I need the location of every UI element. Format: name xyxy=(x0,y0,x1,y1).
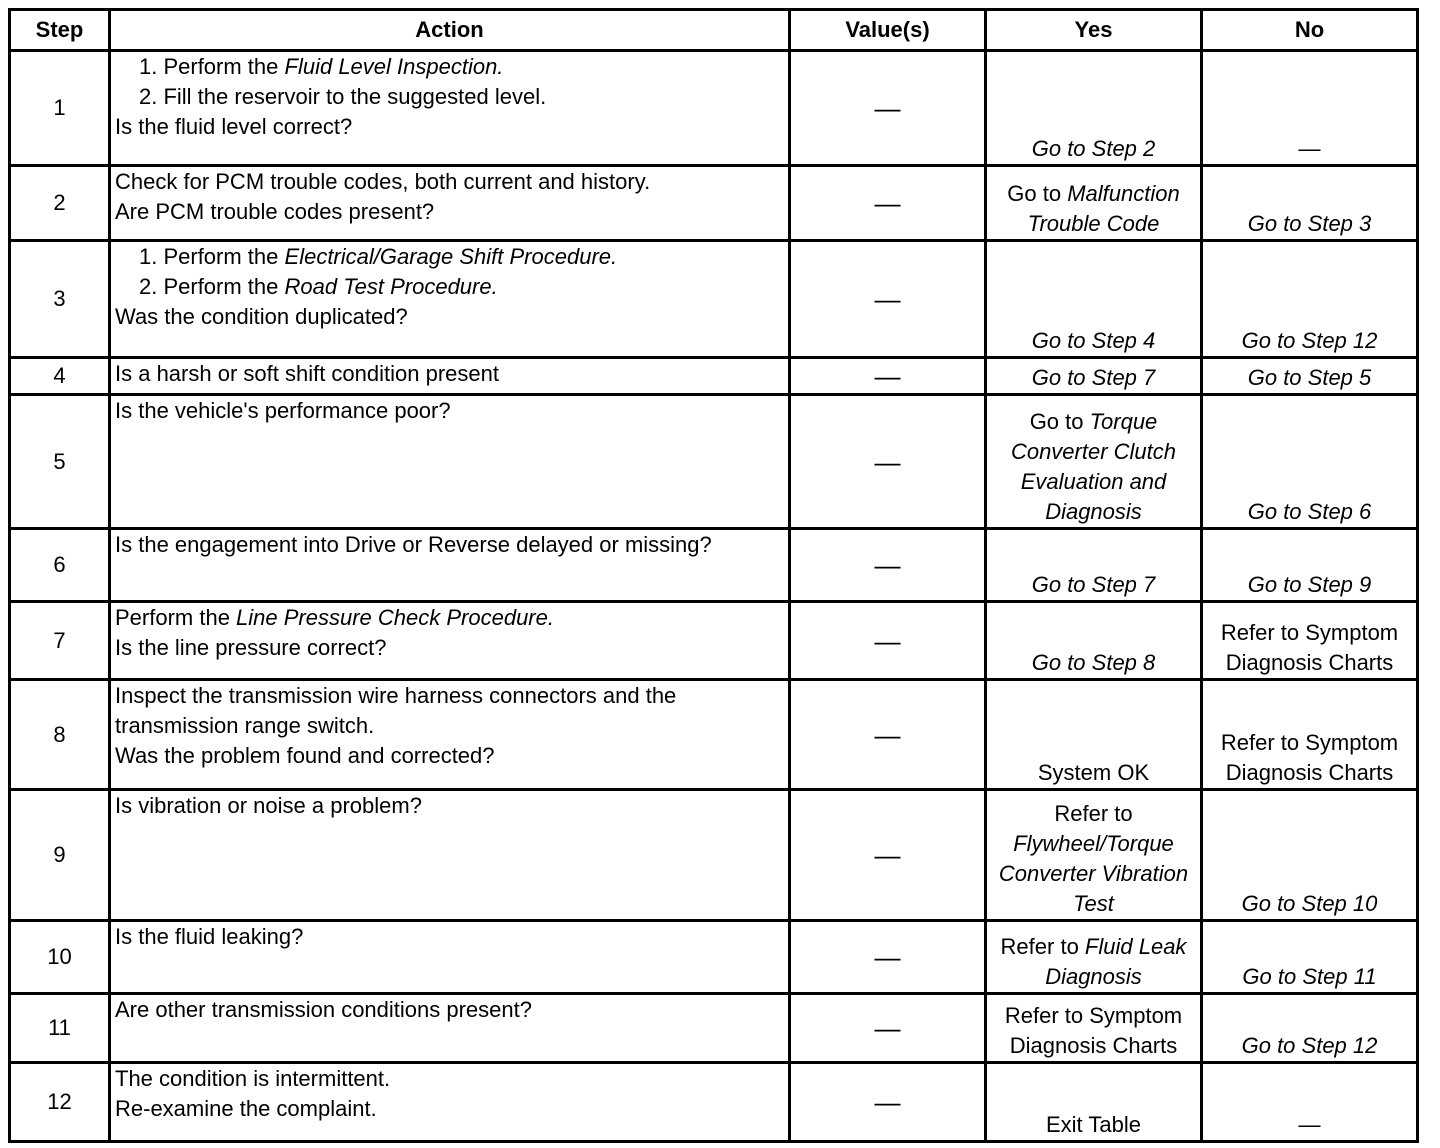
text-fragment: 2. Fill the reservoir to the suggested level. xyxy=(139,84,547,109)
action-cell xyxy=(110,1063,790,1142)
procedure-reference: Go to Step 2 xyxy=(1031,136,1156,161)
step-number: 9 xyxy=(10,790,110,921)
diagnostic-table xyxy=(8,8,1419,1143)
action-line xyxy=(115,741,784,771)
text-fragment: Go to xyxy=(1029,409,1090,434)
value-cell: — xyxy=(790,358,986,395)
value-cell: — xyxy=(790,166,986,241)
no-result xyxy=(1207,1110,1412,1140)
yes-result xyxy=(991,799,1196,919)
yes-cell xyxy=(986,1063,1202,1142)
no-cell xyxy=(1202,921,1418,994)
value-cell: — xyxy=(790,1063,986,1142)
procedure-reference: Road Test Procedure. xyxy=(284,274,498,299)
action-line xyxy=(115,681,784,741)
no-result xyxy=(1207,326,1412,356)
table-row xyxy=(10,395,1418,529)
no-cell xyxy=(1202,51,1418,166)
procedure-reference: Torque Converter Clutch Evaluation and Diagnosis xyxy=(1010,409,1177,524)
table-row xyxy=(10,994,1418,1063)
action-cell xyxy=(110,602,790,680)
value-cell: — xyxy=(790,602,986,680)
text-fragment: Is vibration or noise a problem? xyxy=(115,793,422,818)
text-fragment: Refer to Symptom Diagnosis Charts xyxy=(1220,730,1399,785)
step-number: 1 xyxy=(10,51,110,166)
procedure-reference: Go to Step 8 xyxy=(1031,650,1156,675)
procedure-reference: Go to Step 7 xyxy=(1031,365,1156,390)
text-fragment: Re-examine the complaint. xyxy=(115,1096,377,1121)
header-action: Action xyxy=(110,10,790,51)
procedure-reference: Go to Step 10 xyxy=(1241,891,1378,916)
action-cell xyxy=(110,166,790,241)
text-fragment: Refer to Symptom Diagnosis Charts xyxy=(1220,620,1399,675)
action-line xyxy=(115,242,784,272)
text-fragment: 1. Perform the xyxy=(139,54,285,79)
yes-cell xyxy=(986,395,1202,529)
procedure-reference: Go to Step 12 xyxy=(1241,328,1378,353)
header-no: No xyxy=(1202,10,1418,51)
step-number: 8 xyxy=(10,680,110,790)
text-fragment: Is the fluid level correct? xyxy=(115,114,353,139)
value-cell: — xyxy=(790,790,986,921)
text-fragment: Exit Table xyxy=(1046,1112,1141,1137)
no-cell xyxy=(1202,994,1418,1063)
value-cell: — xyxy=(790,241,986,358)
yes-cell xyxy=(986,921,1202,994)
action-line xyxy=(115,167,784,197)
action-line xyxy=(115,52,784,82)
yes-result xyxy=(991,1110,1196,1140)
yes-result xyxy=(991,326,1196,356)
value-cell: — xyxy=(790,994,986,1063)
action-line xyxy=(115,197,784,227)
no-result xyxy=(1207,889,1412,919)
procedure-reference: Go to Step 6 xyxy=(1247,499,1372,524)
no-result xyxy=(1207,618,1412,678)
text-fragment: Is the engagement into Drive or Reverse delayed or missing? xyxy=(115,532,712,557)
step-number: 5 xyxy=(10,395,110,529)
step-number: 11 xyxy=(10,994,110,1063)
yes-result xyxy=(991,179,1196,239)
table-row xyxy=(10,921,1418,994)
yes-cell xyxy=(986,241,1202,358)
no-cell xyxy=(1202,241,1418,358)
text-fragment: Go to xyxy=(1007,181,1068,206)
procedure-reference: Go to Step 5 xyxy=(1247,365,1372,390)
table-row xyxy=(10,680,1418,790)
action-line xyxy=(115,359,784,389)
text-fragment: Is the line pressure correct? xyxy=(115,635,387,660)
no-cell xyxy=(1202,602,1418,680)
text-fragment: Perform the xyxy=(115,605,237,630)
yes-result xyxy=(991,363,1196,393)
action-cell xyxy=(110,994,790,1063)
procedure-reference: Go to Step 4 xyxy=(1031,328,1156,353)
text-fragment: Was the condition duplicated? xyxy=(115,304,408,329)
action-cell xyxy=(110,241,790,358)
step-number: 6 xyxy=(10,529,110,602)
text-fragment: Refer to xyxy=(1054,801,1133,826)
yes-cell xyxy=(986,529,1202,602)
value-cell: — xyxy=(790,921,986,994)
no-result xyxy=(1207,570,1412,600)
no-result xyxy=(1207,1031,1412,1061)
yes-result xyxy=(991,648,1196,678)
procedure-reference: Go to Step 3 xyxy=(1247,211,1372,236)
no-cell xyxy=(1202,358,1418,395)
action-line xyxy=(115,791,784,821)
table-row xyxy=(10,529,1418,602)
action-line xyxy=(115,530,784,560)
procedure-reference: Line Pressure Check Procedure. xyxy=(236,605,554,630)
text-fragment: Is the vehicle's performance poor? xyxy=(115,398,451,423)
value-cell: — xyxy=(790,680,986,790)
yes-cell xyxy=(986,994,1202,1063)
no-result xyxy=(1207,134,1412,164)
step-number: 2 xyxy=(10,166,110,241)
step-number: 4 xyxy=(10,358,110,395)
yes-cell xyxy=(986,790,1202,921)
text-fragment: — xyxy=(1298,136,1321,161)
action-line xyxy=(115,995,784,1025)
value-cell: — xyxy=(790,529,986,602)
header-step: Step xyxy=(10,10,110,51)
action-line xyxy=(115,1064,784,1094)
value-cell: — xyxy=(790,395,986,529)
yes-result xyxy=(991,1001,1196,1061)
table-row xyxy=(10,166,1418,241)
step-number: 12 xyxy=(10,1063,110,1142)
table-row xyxy=(10,241,1418,358)
yes-result xyxy=(991,932,1196,992)
header-yes: Yes xyxy=(986,10,1202,51)
procedure-reference: Go to Step 11 xyxy=(1242,964,1377,989)
table-row xyxy=(10,358,1418,395)
action-line xyxy=(115,302,784,332)
procedure-reference: Malfunction Trouble Code xyxy=(1027,181,1180,236)
table-row xyxy=(10,790,1418,921)
yes-cell xyxy=(986,358,1202,395)
action-cell xyxy=(110,921,790,994)
step-number: 3 xyxy=(10,241,110,358)
text-fragment: 2. Perform the xyxy=(139,274,285,299)
text-fragment: Check for PCM trouble codes, both current and history. xyxy=(115,169,651,194)
step-number: 10 xyxy=(10,921,110,994)
table-row xyxy=(10,1063,1418,1142)
procedure-reference: Electrical/Garage Shift Procedure. xyxy=(284,244,618,269)
yes-result xyxy=(991,758,1196,788)
action-line xyxy=(115,272,784,302)
step-number: 7 xyxy=(10,602,110,680)
action-cell xyxy=(110,51,790,166)
header-row xyxy=(10,10,1418,51)
text-fragment: — xyxy=(1298,1112,1321,1137)
yes-result xyxy=(991,134,1196,164)
action-cell xyxy=(110,790,790,921)
action-cell xyxy=(110,395,790,529)
no-result xyxy=(1207,363,1412,393)
procedure-reference: Go to Step 9 xyxy=(1247,572,1372,597)
yes-cell xyxy=(986,602,1202,680)
yes-cell xyxy=(986,680,1202,790)
no-cell xyxy=(1202,529,1418,602)
no-result xyxy=(1207,497,1412,527)
text-fragment: Refer to Symptom Diagnosis Charts xyxy=(1004,1003,1183,1058)
table-row xyxy=(10,51,1418,166)
yes-result xyxy=(991,570,1196,600)
value-cell: — xyxy=(790,51,986,166)
text-fragment: Was the problem found and corrected? xyxy=(115,743,495,768)
text-fragment: Are PCM trouble codes present? xyxy=(115,199,435,224)
procedure-reference: Go to Step 7 xyxy=(1031,572,1156,597)
table-body xyxy=(10,51,1418,1142)
action-line xyxy=(115,82,784,112)
action-line xyxy=(115,603,784,633)
no-cell xyxy=(1202,1063,1418,1142)
action-line xyxy=(115,1094,784,1124)
text-fragment: System OK xyxy=(1037,760,1150,785)
text-fragment: Is the fluid leaking? xyxy=(115,924,304,949)
yes-cell xyxy=(986,51,1202,166)
yes-result xyxy=(991,407,1196,527)
procedure-reference: Fluid Level Inspection. xyxy=(284,54,504,79)
action-cell xyxy=(110,358,790,395)
yes-cell xyxy=(986,166,1202,241)
text-fragment: Are other transmission conditions present? xyxy=(115,997,532,1022)
no-cell xyxy=(1202,166,1418,241)
no-cell xyxy=(1202,395,1418,529)
text-fragment: 1. Perform the xyxy=(139,244,285,269)
text-fragment: Inspect the transmission wire harness connectors and the transmission range switch. xyxy=(115,683,677,738)
action-line xyxy=(115,396,784,426)
table-row xyxy=(10,602,1418,680)
text-fragment: Is a harsh or soft shift condition present xyxy=(115,361,499,386)
procedure-reference: Go to Step 12 xyxy=(1241,1033,1378,1058)
header-values: Value(s) xyxy=(790,10,986,51)
action-line xyxy=(115,922,784,952)
no-cell xyxy=(1202,790,1418,921)
text-fragment: Refer to xyxy=(1000,934,1085,959)
no-result xyxy=(1207,728,1412,788)
no-result xyxy=(1207,209,1412,239)
action-cell xyxy=(110,680,790,790)
procedure-reference: Fluid Leak Diagnosis xyxy=(1045,934,1187,989)
action-cell xyxy=(110,529,790,602)
no-result xyxy=(1207,962,1412,992)
no-cell xyxy=(1202,680,1418,790)
procedure-reference: Flywheel/Torque Converter Vibration Test xyxy=(998,831,1189,916)
action-line xyxy=(115,112,784,142)
text-fragment: The condition is intermittent. xyxy=(115,1066,391,1091)
action-line xyxy=(115,633,784,663)
